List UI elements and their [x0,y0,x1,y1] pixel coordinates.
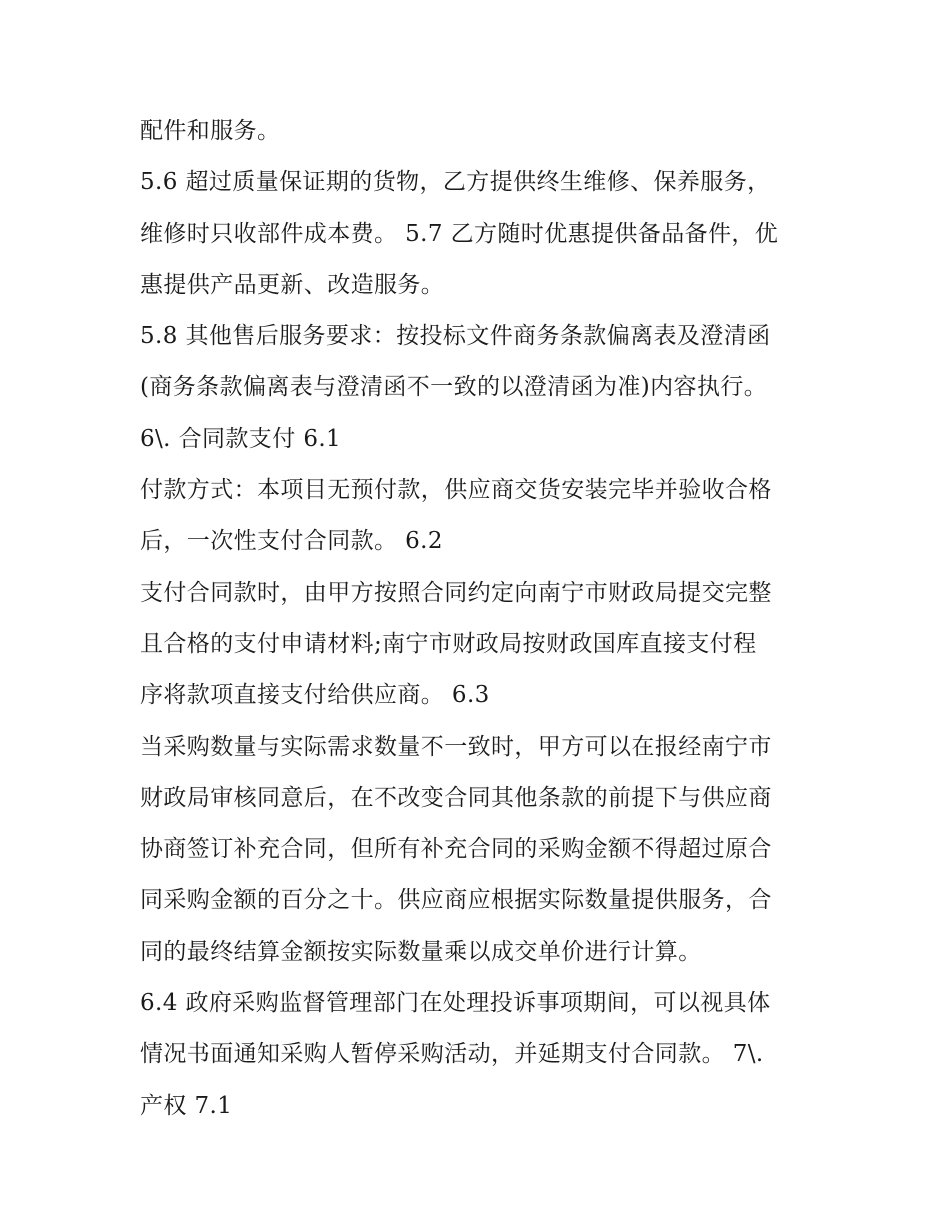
text-line: 序将款项直接支付给供应商。 6.3 [140,682,490,709]
text-line: 且合格的支付申请材料;南宁市财政局按财政国库直接支付程 [140,630,757,657]
section-heading-line: 6\. 合同款支付 6.1 [140,425,342,452]
text-line: 5.6 超过质量保证期的货物，乙方提供终生维修、保养服务， [140,169,771,196]
text-line: 同采购金额的百分之十。供应商应根据实际数量提供服务，合 [140,887,772,914]
text-line: 维修时只收部件成本费。 5.7 乙方随时优惠提供备品备件，优 [140,220,779,247]
text-line: 付款方式：本项目无预付款，供应商交货安装完毕并验收合格 [140,477,772,504]
document-body [140,106,820,1132]
text-line: (商务条款偏离表与澄清函不一致的以澄清函为准)内容执行。 [140,374,768,401]
text-line: 后，一次性支付合同款。 6.2 [140,528,443,555]
text-line: 5.8 其他售后服务要求：按投标文件商务条款偏离表及澄清函 [140,323,771,350]
text-line: 惠提供产品更新、改造服务。 [140,271,445,298]
text-line: 配件和服务。 [140,118,281,144]
text-line: 情况书面通知采购人暂停采购活动，并延期支付合同款。 7\. [140,1041,764,1068]
text-line: 协商签订补充合同，但所有补充合同的采购金额不得超过原合 [140,836,772,863]
text-line: 当采购数量与实际需求数量不一致时，甲方可以在报经南宁市 [140,733,772,760]
text-line: 同的最终结算金额按实际数量乘以成交单价进行计算。 [140,938,702,965]
text-line: 财政局审核同意后，在不改变合同其他条款的前提下与供应商 [140,784,772,811]
text-line: 支付合同款时，由甲方按照合同约定向南宁市财政局提交完整 [140,579,772,606]
section-heading-line: 产权 7.1 [140,1092,233,1119]
text-line: 6.4 政府采购监督管理部门在处理投诉事项期间，可以视具体 [140,990,771,1017]
